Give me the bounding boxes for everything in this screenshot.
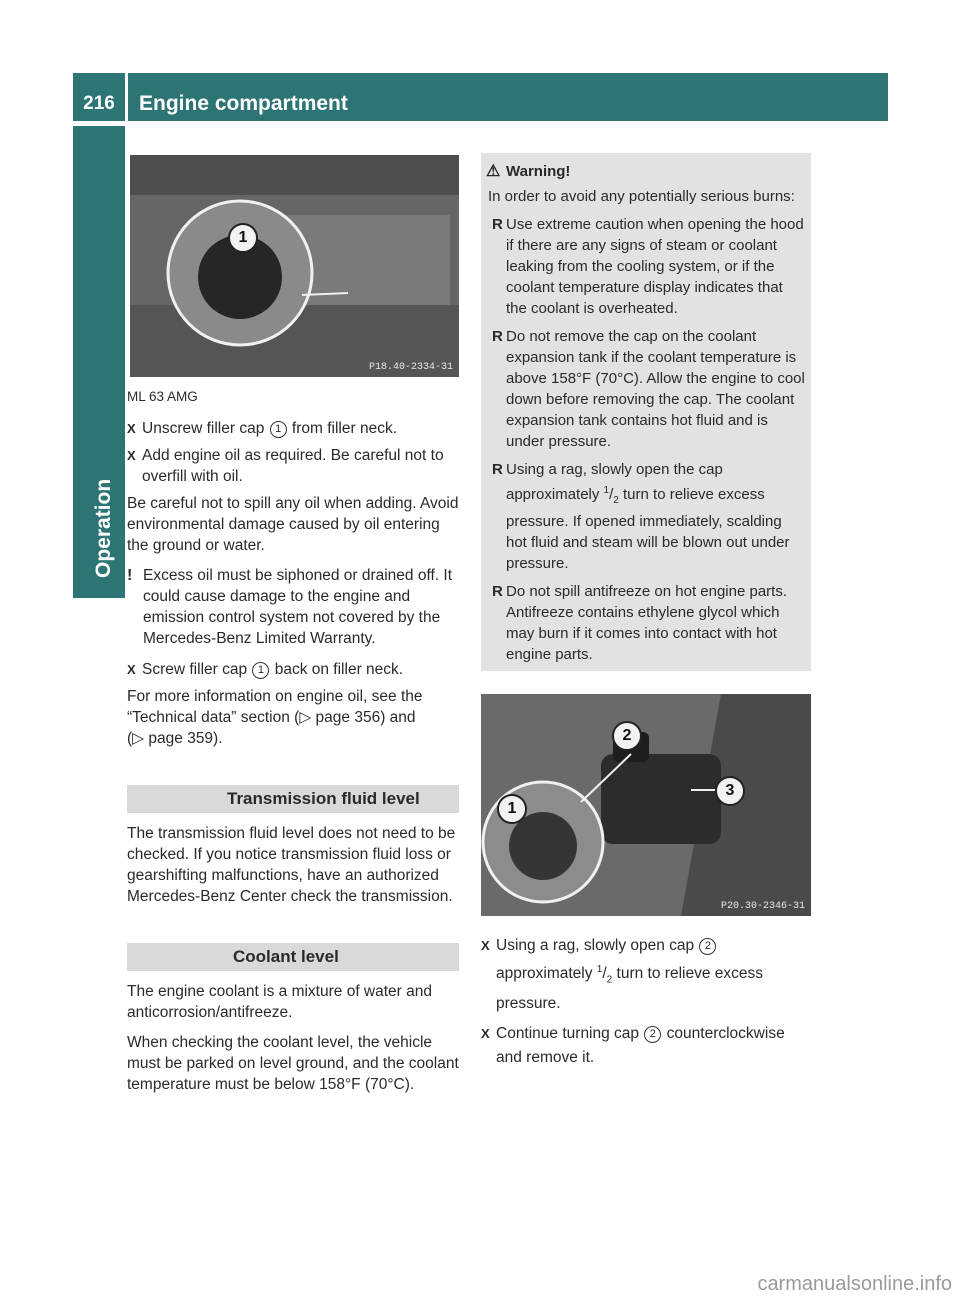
- warning-box: [481, 153, 811, 671]
- body-paragraph: Be careful not to spill any oil when adding. Avoid environmental damage caused by oil entering the ground or water.: [127, 495, 459, 554]
- coolant-illustration: [481, 694, 811, 916]
- photo-callout-1: 1: [497, 794, 527, 824]
- image-code: P20.30-2346-31: [720, 901, 805, 912]
- callout-1-icon: 1: [252, 662, 269, 679]
- photo-callout-2: 2: [612, 721, 642, 751]
- page-header: [73, 73, 888, 121]
- section-heading: Transmission fluid level: [127, 785, 459, 813]
- callout-1-icon: 1: [270, 421, 287, 438]
- warning-bullet: R Do not spill antifreeze on hot engine parts. Antifreeze contains ethylene glycol which may burn if it comes into contact with hot engine parts.: [492, 583, 788, 663]
- instruction-step: X Using a rag, slowly open cap 2 approximately $^1/_2$ turn to relieve excess pressure.: [481, 934, 811, 1016]
- callout-2-icon: 2: [644, 1026, 661, 1043]
- photo-callout-3: 3: [715, 776, 745, 806]
- side-tab-label: Operation: [92, 478, 115, 578]
- body-paragraph: The engine coolant is a mixture of water and anticorrosion/antifreeze.: [127, 983, 433, 1021]
- step-arrow-icon: X: [127, 421, 136, 436]
- notice-block: ! Excess oil must be siphoned or drained off. It could cause damage to the engine and emission control system not covered by the Mercedes-Benz Limited Warranty.: [127, 567, 453, 647]
- instruction-step: X Unscrew filler cap 1 from filler neck.: [127, 420, 398, 437]
- page-link-359[interactable]: page 359).: [148, 730, 223, 747]
- body-paragraph: When checking the coolant level, the vehicle must be parked on level ground, and the coolant temperature must be below 158°F (70°C).: [127, 1034, 459, 1093]
- instruction-step: X Add engine oil as required. Be careful not to overfill with oil.: [127, 447, 444, 485]
- page-title: Engine compartment: [139, 92, 348, 115]
- engine-oil-filler-photo: [130, 155, 459, 377]
- warning-bullet: R Use extreme caution when opening the hood if there are any signs of steam or coolant leaking from the cooling system, or if the coolant temperature display indicates that the coolant is overheated.: [492, 216, 804, 317]
- callout-2-icon: 2: [699, 938, 716, 955]
- page-link-356[interactable]: page 356) and: [315, 709, 416, 726]
- coolant-tank-photo: [481, 694, 811, 916]
- body-paragraph: The transmission fluid level does not need to be checked. If you notice transmission fluid loss or gearshifting malfunctions, have an authorized Mercedes-Benz Center check the transmission.: [127, 825, 456, 905]
- photo-callout-1: 1: [228, 223, 258, 253]
- step-arrow-icon: X: [127, 662, 136, 677]
- warning-bullet: R Using a rag, slowly open the cap approximately $^1/_2$ turn to relieve excess pressure. If opened immediately, scalding hot fluid and steam will be blown out under pressure.: [492, 461, 790, 572]
- instruction-step: X Screw filler cap 1 back on filler neck.: [127, 661, 404, 678]
- warning-intro: In order to avoid any potentially serious burns:: [488, 188, 795, 205]
- image-code: P18.40-2334-31: [368, 362, 453, 373]
- right-column: [481, 934, 811, 1076]
- step-arrow-icon: X: [127, 448, 136, 463]
- image-caption: ML 63 AMG: [127, 389, 198, 404]
- footer-watermark: carmanualsonline.info: [757, 1273, 952, 1295]
- section-heading: Coolant level: [127, 943, 459, 971]
- warning-title: ⚠ Warning!: [486, 163, 571, 180]
- header-divider: [125, 73, 128, 121]
- engine-illustration: [130, 155, 459, 377]
- page-number: 216: [83, 93, 115, 114]
- page-ref-arrow-icon: ▷: [299, 709, 316, 726]
- step-arrow-icon: X: [481, 1026, 490, 1042]
- left-column: [127, 386, 459, 1104]
- warning-triangle-icon: ⚠: [486, 163, 501, 180]
- exclamation-icon: !: [127, 567, 133, 584]
- body-paragraph: For more information on engine oil, see the “Technical data” section (▷ page 356) and (▷ page 359).: [127, 688, 423, 747]
- page-ref-arrow-icon: ▷: [132, 730, 149, 747]
- step-arrow-icon: X: [481, 938, 490, 953]
- section-side-tab: [73, 126, 125, 598]
- instruction-step: X Continue turning cap 2 counterclockwise and remove it.: [481, 1022, 811, 1070]
- warning-bullet: R Do not remove the cap on the coolant expansion tank if the coolant temperature is above 158°F (70°C). Allow the engine to cool down before removing the cap. The coolant expansion tank contains hot fluid and is under pressure.: [492, 328, 805, 450]
